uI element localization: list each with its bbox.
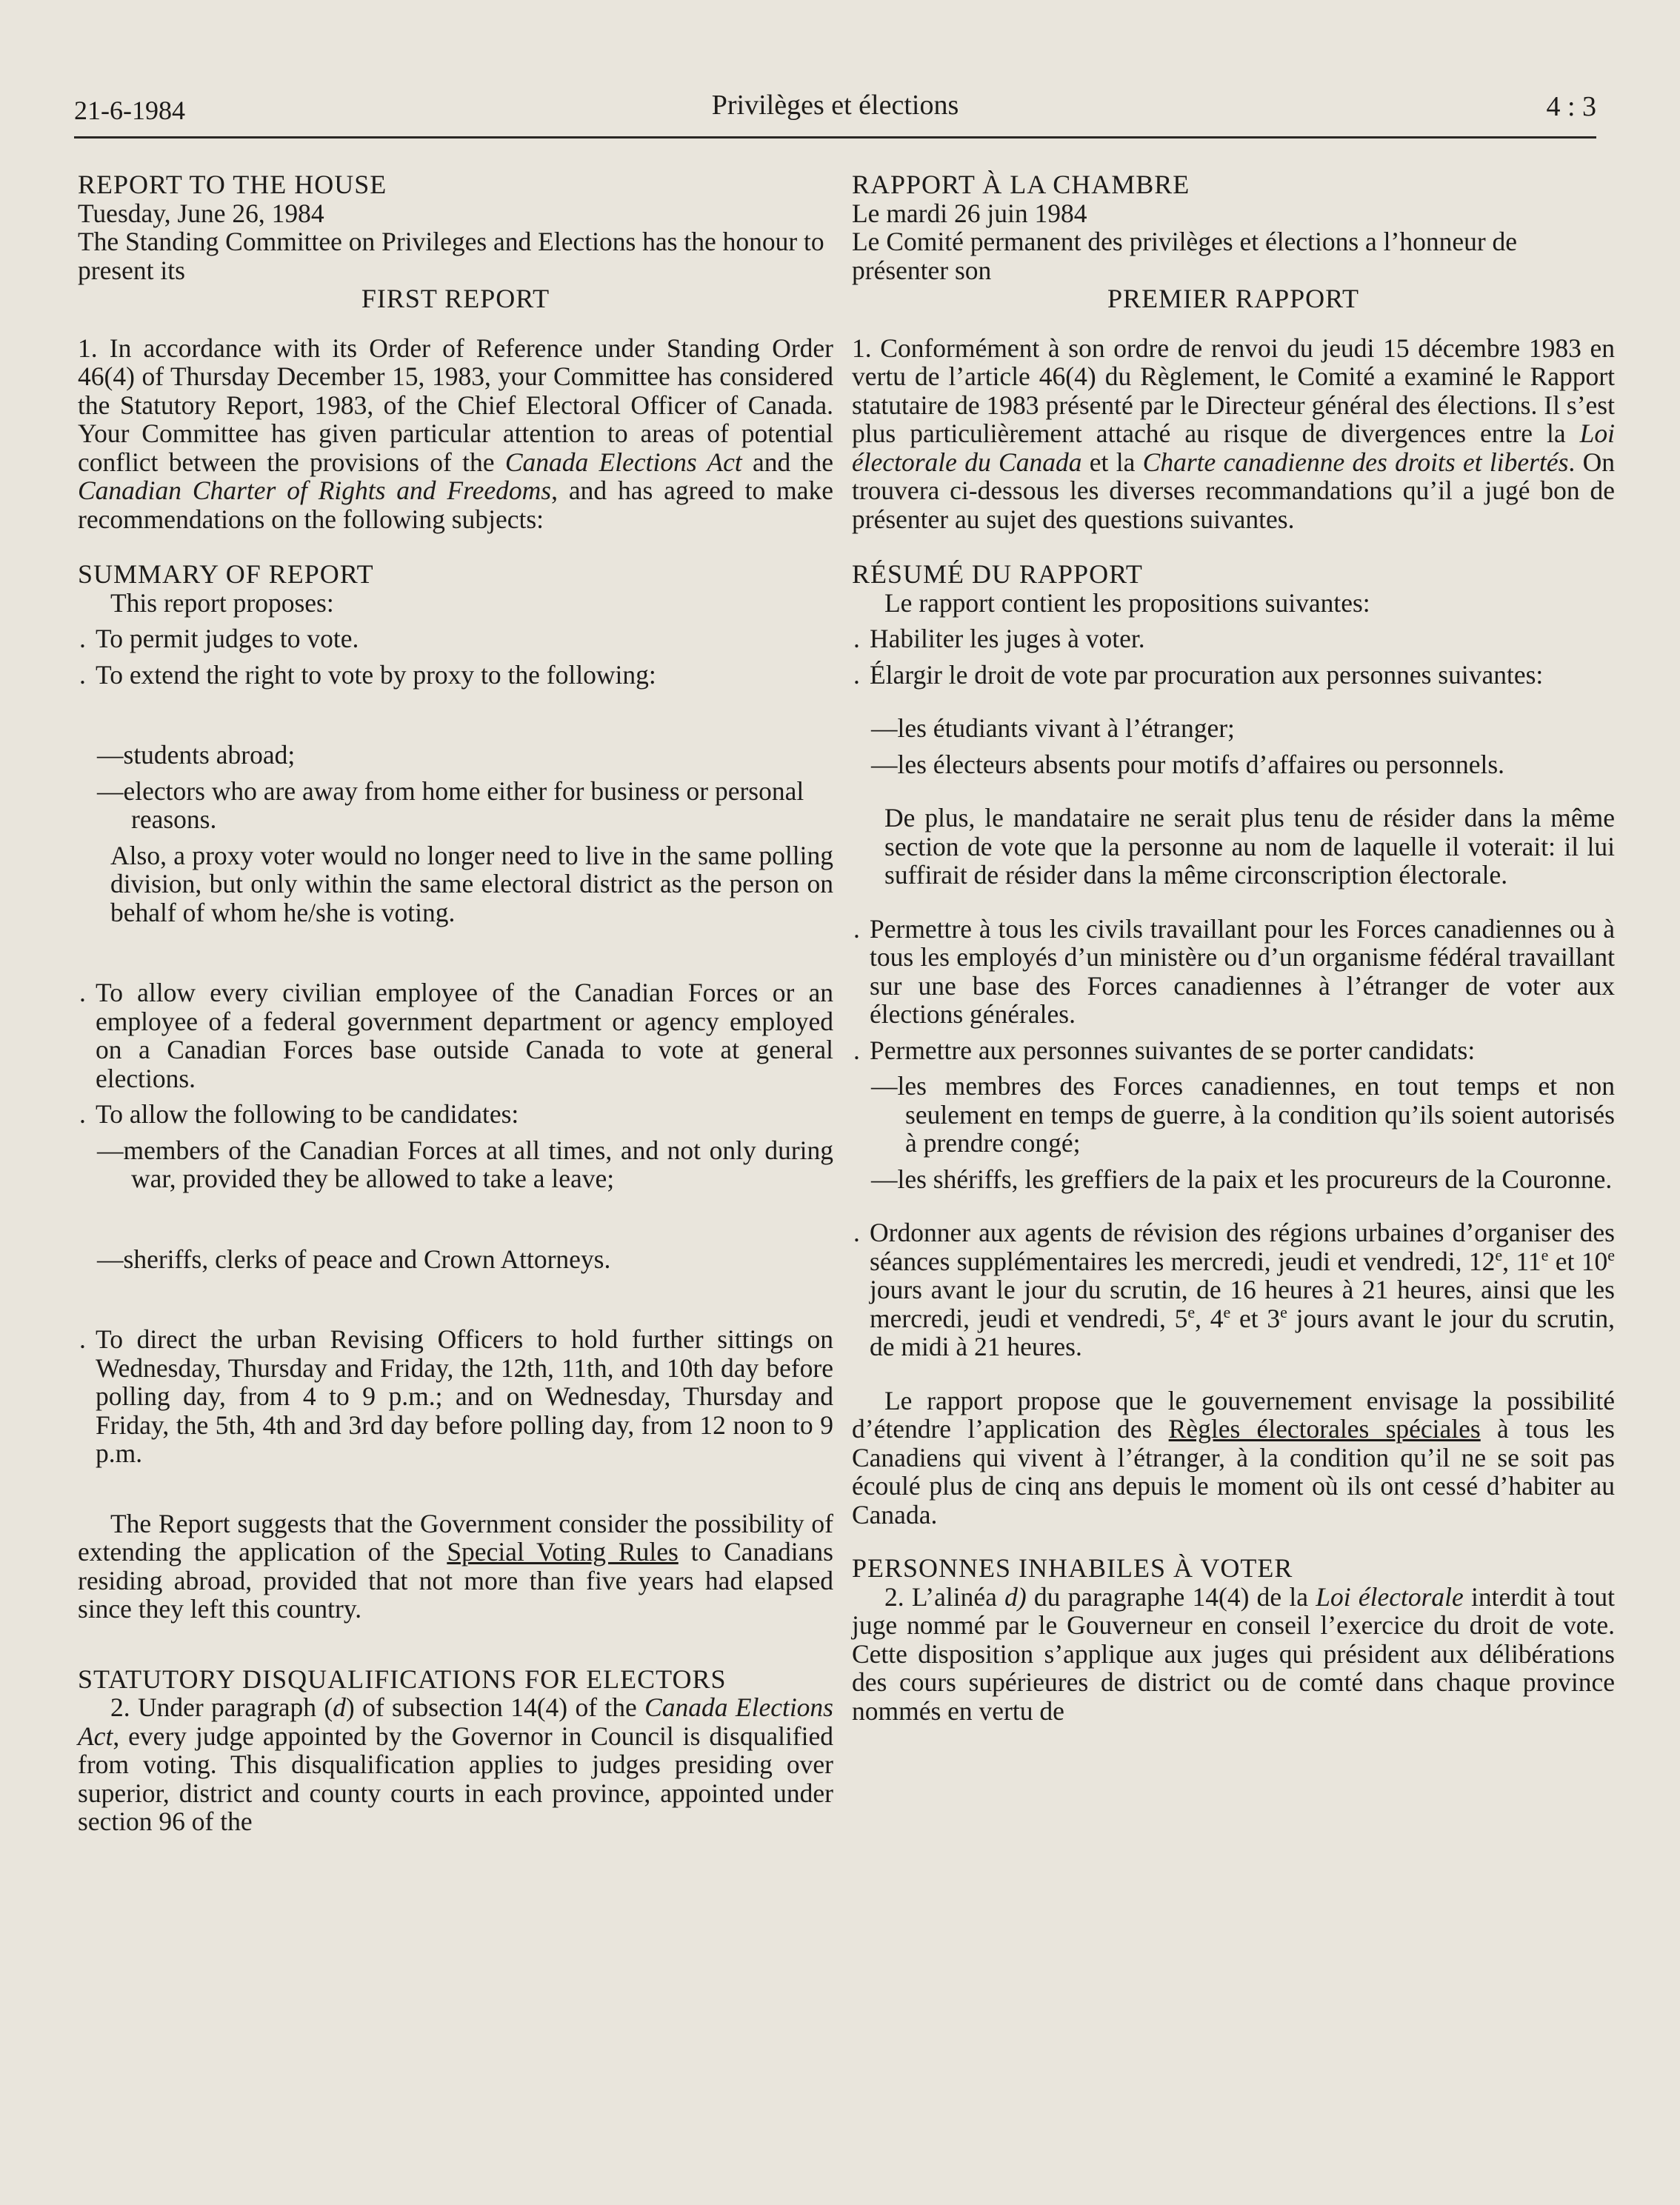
report-intro: The Standing Committee on Privileges and Elections has the honour to present its bbox=[78, 227, 824, 285]
italic-run: d bbox=[333, 1692, 346, 1722]
italic-run: Charte canadienne des droits et libertés bbox=[1142, 447, 1569, 477]
text-run: Ordonner aux agents de révision des régions urbaines d’organiser des séances supplémentaires les mercredi, jeudi et vendredi, 12 bbox=[870, 1218, 1615, 1276]
page-number: 4 : 3 bbox=[1546, 91, 1596, 122]
italic-run: Canada Elections Act bbox=[504, 447, 742, 477]
report-heading: RAPPORT À LA CHAMBRE bbox=[852, 170, 1190, 199]
proposal-subitem: —electors who are away from home either for business or personal reasons. bbox=[97, 775, 804, 834]
underlined-run: Special Voting Rules bbox=[447, 1537, 679, 1567]
italic-run: Canadian Charter of Rights and Freedoms bbox=[78, 476, 552, 505]
header-date: 21-6-1984 bbox=[74, 96, 185, 125]
italic-run: Canada Elections Act bbox=[78, 1692, 833, 1751]
proxy-note: De plus, le mandataire ne serait plus tenu de résider dans la même section de vote que la personne au nom de laquelle il voterait: il lui suffirait de résider dans la même circonscription électorale. bbox=[884, 803, 1615, 890]
proposal-item: . To allow the following to be candidates: bbox=[78, 1100, 833, 1129]
text-run: , and has agreed to make recommendations on the following subjects: bbox=[78, 476, 833, 534]
disqualification-heading: STATUTORY DISQUALIFICATIONS FOR ELECTORS bbox=[78, 1664, 727, 1694]
proposal-item: . Élargir le droit de vote par procuration aux personnes suivantes: bbox=[852, 661, 1615, 690]
summary-intro: Le rapport contient les propositions suivantes: bbox=[884, 587, 1370, 618]
paragraph-1 bbox=[78, 334, 833, 534]
proposal-subitem: —sheriffs, clerks of peace and Crown Attorneys. bbox=[97, 1244, 611, 1274]
report-date: Le mardi 26 juin 1984 bbox=[852, 198, 1087, 228]
disqualification-heading: PERSONNES INHABILES À VOTER bbox=[852, 1553, 1293, 1583]
text-run: jours avant le jour du scrutin, de midi à 21 heures. bbox=[870, 1303, 1615, 1361]
summary-intro: This report proposes: bbox=[110, 587, 334, 618]
report-title: FIRST REPORT bbox=[361, 284, 550, 313]
italic-run: d) bbox=[1004, 1581, 1027, 1612]
page-header bbox=[74, 89, 1596, 139]
text-run: du paragraphe 14(4) de la bbox=[1026, 1581, 1316, 1612]
text-run: 1. In accordance with its Order of Reference under Standing Order 46(4) of Thursday December 15, 1983, your Committee has considered the Statutory Report, 1983, of the Chief Electoral Officer of Canada. Your Committee has given particular attention to areas of potential conflict between the provisions of the bbox=[78, 333, 833, 477]
french-column bbox=[852, 170, 1615, 1725]
proposal-subitem: —les électeurs absents pour motifs d’affaires ou personnels. bbox=[871, 749, 1505, 779]
summary-heading: RÉSUMÉ DU RAPPORT bbox=[852, 559, 1143, 589]
text-run: , every judge appointed by the Governor in Council is disqualified from voting. This disqualification applies to judges presiding over superior, district and county courts in each province, appointed under section 96 of the bbox=[78, 1721, 833, 1836]
text-run: interdit à tout juge nommé par le Gouverneur en conseil l’exercice du droit de vote. Cette disposition s’applique aux juges qui président aux délibérations des cours supérieures de district ou de comté dans chaque province nommés en vertu de bbox=[852, 1581, 1616, 1726]
suggestion-paragraph bbox=[852, 1387, 1615, 1530]
superscript: e bbox=[1223, 1302, 1231, 1321]
report-intro: Le Comité permanent des privilèges et élections a l’honneur de présenter son bbox=[852, 227, 1518, 285]
superscript: e bbox=[1187, 1302, 1196, 1321]
italic-run: Loi électorale du Canada bbox=[852, 418, 1615, 477]
proposal-subitem: —les membres des Forces canadiennes, en tout temps et non seulement en temps de guerre, à la condition qu’ils soient autorisés à prendre congé; bbox=[871, 1071, 1615, 1158]
text-run: to Canadians residing abroad, provided that not more than five years had elapsed since they left this country. bbox=[78, 1537, 833, 1624]
proxy-note: Also, a proxy voter would no longer need to live in the same polling division, but only within the same electoral district as the person on behalf of whom he/she is voting. bbox=[110, 840, 833, 927]
proposal-subitem: —members of the Canadian Forces at all times, and not only during war, provided they be allowed to take a leave; bbox=[97, 1135, 833, 1193]
paragraph-2 bbox=[852, 1583, 1615, 1726]
suggestion-paragraph bbox=[78, 1510, 833, 1624]
proposal-subitem: —les étudiants vivant à l’étranger; bbox=[871, 713, 1235, 743]
proposal-subitem: —students abroad; bbox=[97, 740, 296, 770]
report-date: Tuesday, June 26, 1984 bbox=[78, 198, 324, 228]
proposal-item: . To extend the right to vote by proxy to the following: bbox=[78, 661, 833, 690]
superscript: e bbox=[1541, 1245, 1549, 1264]
text-run: 2. Under paragraph ( bbox=[110, 1692, 333, 1722]
proposal-item: . To permit judges to vote. bbox=[78, 624, 833, 653]
text-run: 1. Conformément à son ordre de renvoi du jeudi 15 décembre 1983 en vertu de l’article 46(4) du Règlement, le Comité a examiné le Rapport statutaire de 1983 présenté par le Directeur général des élections. Il s’est plus particulièrement attaché au risque de divergences entre la bbox=[852, 333, 1615, 448]
report-title: PREMIER RAPPORT bbox=[1107, 284, 1359, 313]
text-run: , 4 bbox=[1195, 1303, 1224, 1333]
summary-heading: SUMMARY OF REPORT bbox=[78, 559, 374, 589]
english-column bbox=[78, 170, 833, 1836]
text-run: Le rapport propose que le gouvernement envisage la possibilité d’étendre l’application des bbox=[852, 1385, 1615, 1444]
text-run: jours avant le jour du scrutin, de 16 heures à 21 heures, ainsi que les mercredi, jeudi et vendredi, 5 bbox=[870, 1275, 1615, 1333]
paragraph-2 bbox=[78, 1693, 833, 1836]
report-heading: REPORT TO THE HOUSE bbox=[78, 170, 387, 199]
underlined-run: Règles électorales spéciales bbox=[1168, 1414, 1481, 1444]
text-run: et 10 bbox=[1548, 1246, 1608, 1276]
text-run: et 3 bbox=[1230, 1303, 1281, 1333]
proposal-subitem: —les shériffs, les greffiers de la paix et les procureurs de la Couronne. bbox=[871, 1164, 1613, 1194]
paragraph-1 bbox=[852, 334, 1615, 534]
text-run: and the bbox=[741, 447, 833, 477]
text-run: et la bbox=[1081, 447, 1143, 477]
text-run: , 11 bbox=[1502, 1246, 1541, 1276]
running-title: Privilèges et élections bbox=[711, 90, 959, 121]
text-run: ) of subsection 14(4) of the bbox=[345, 1692, 645, 1722]
text-run: . On trouvera ci-dessous les diverses recommandations qu’il a jugé bon de présenter au sujet des questions suivantes. bbox=[852, 447, 1615, 534]
italic-run: Loi électorale bbox=[1316, 1581, 1464, 1612]
superscript: e bbox=[1280, 1302, 1287, 1321]
proposal-item: . Habiliter les juges à voter. bbox=[852, 624, 1615, 653]
proposal-item: . To direct the urban Revising Officers to hold further sittings on Wednesday, Thursday and Friday, the 12th, 11th, and 10th day before polling day, from 4 to 9 p.m.; and on Wednesday, Thursday and Friday, the 5th, 4th and 3rd day before polling day, from 12 noon to 9 p.m. bbox=[78, 1325, 833, 1468]
proposal-item: . To allow every civilian employee of the Canadian Forces or an employee of a federal government department or agency employed on a Canadian Forces base outside Canada to vote at general elections. bbox=[78, 978, 833, 1093]
proposal-item: . Permettre à tous les civils travaillant pour les Forces canadiennes ou à tous les employés d’un ministère ou d’un organisme fédéral travaillant sur une base des Forces canadiennes à l’étranger de voter aux élections générales. bbox=[852, 915, 1615, 1029]
text-run: 2. L’alinéa bbox=[884, 1581, 1005, 1612]
text-run: The Report suggests that the Government consider the possibility of extending the application of the bbox=[78, 1508, 833, 1567]
superscript: e bbox=[1495, 1245, 1503, 1264]
proposal-item: . Permettre aux personnes suivantes de se porter candidats: bbox=[852, 1036, 1615, 1065]
text-run: à tous les Canadiens qui vivent à l’étranger, à la condition qu’il ne se soit pas écoulé plus de cinq ans depuis le moment où ils ont cessé d’habiter au Canada. bbox=[852, 1414, 1615, 1530]
superscript: e bbox=[1607, 1245, 1615, 1264]
proposal-item bbox=[852, 1218, 1615, 1361]
